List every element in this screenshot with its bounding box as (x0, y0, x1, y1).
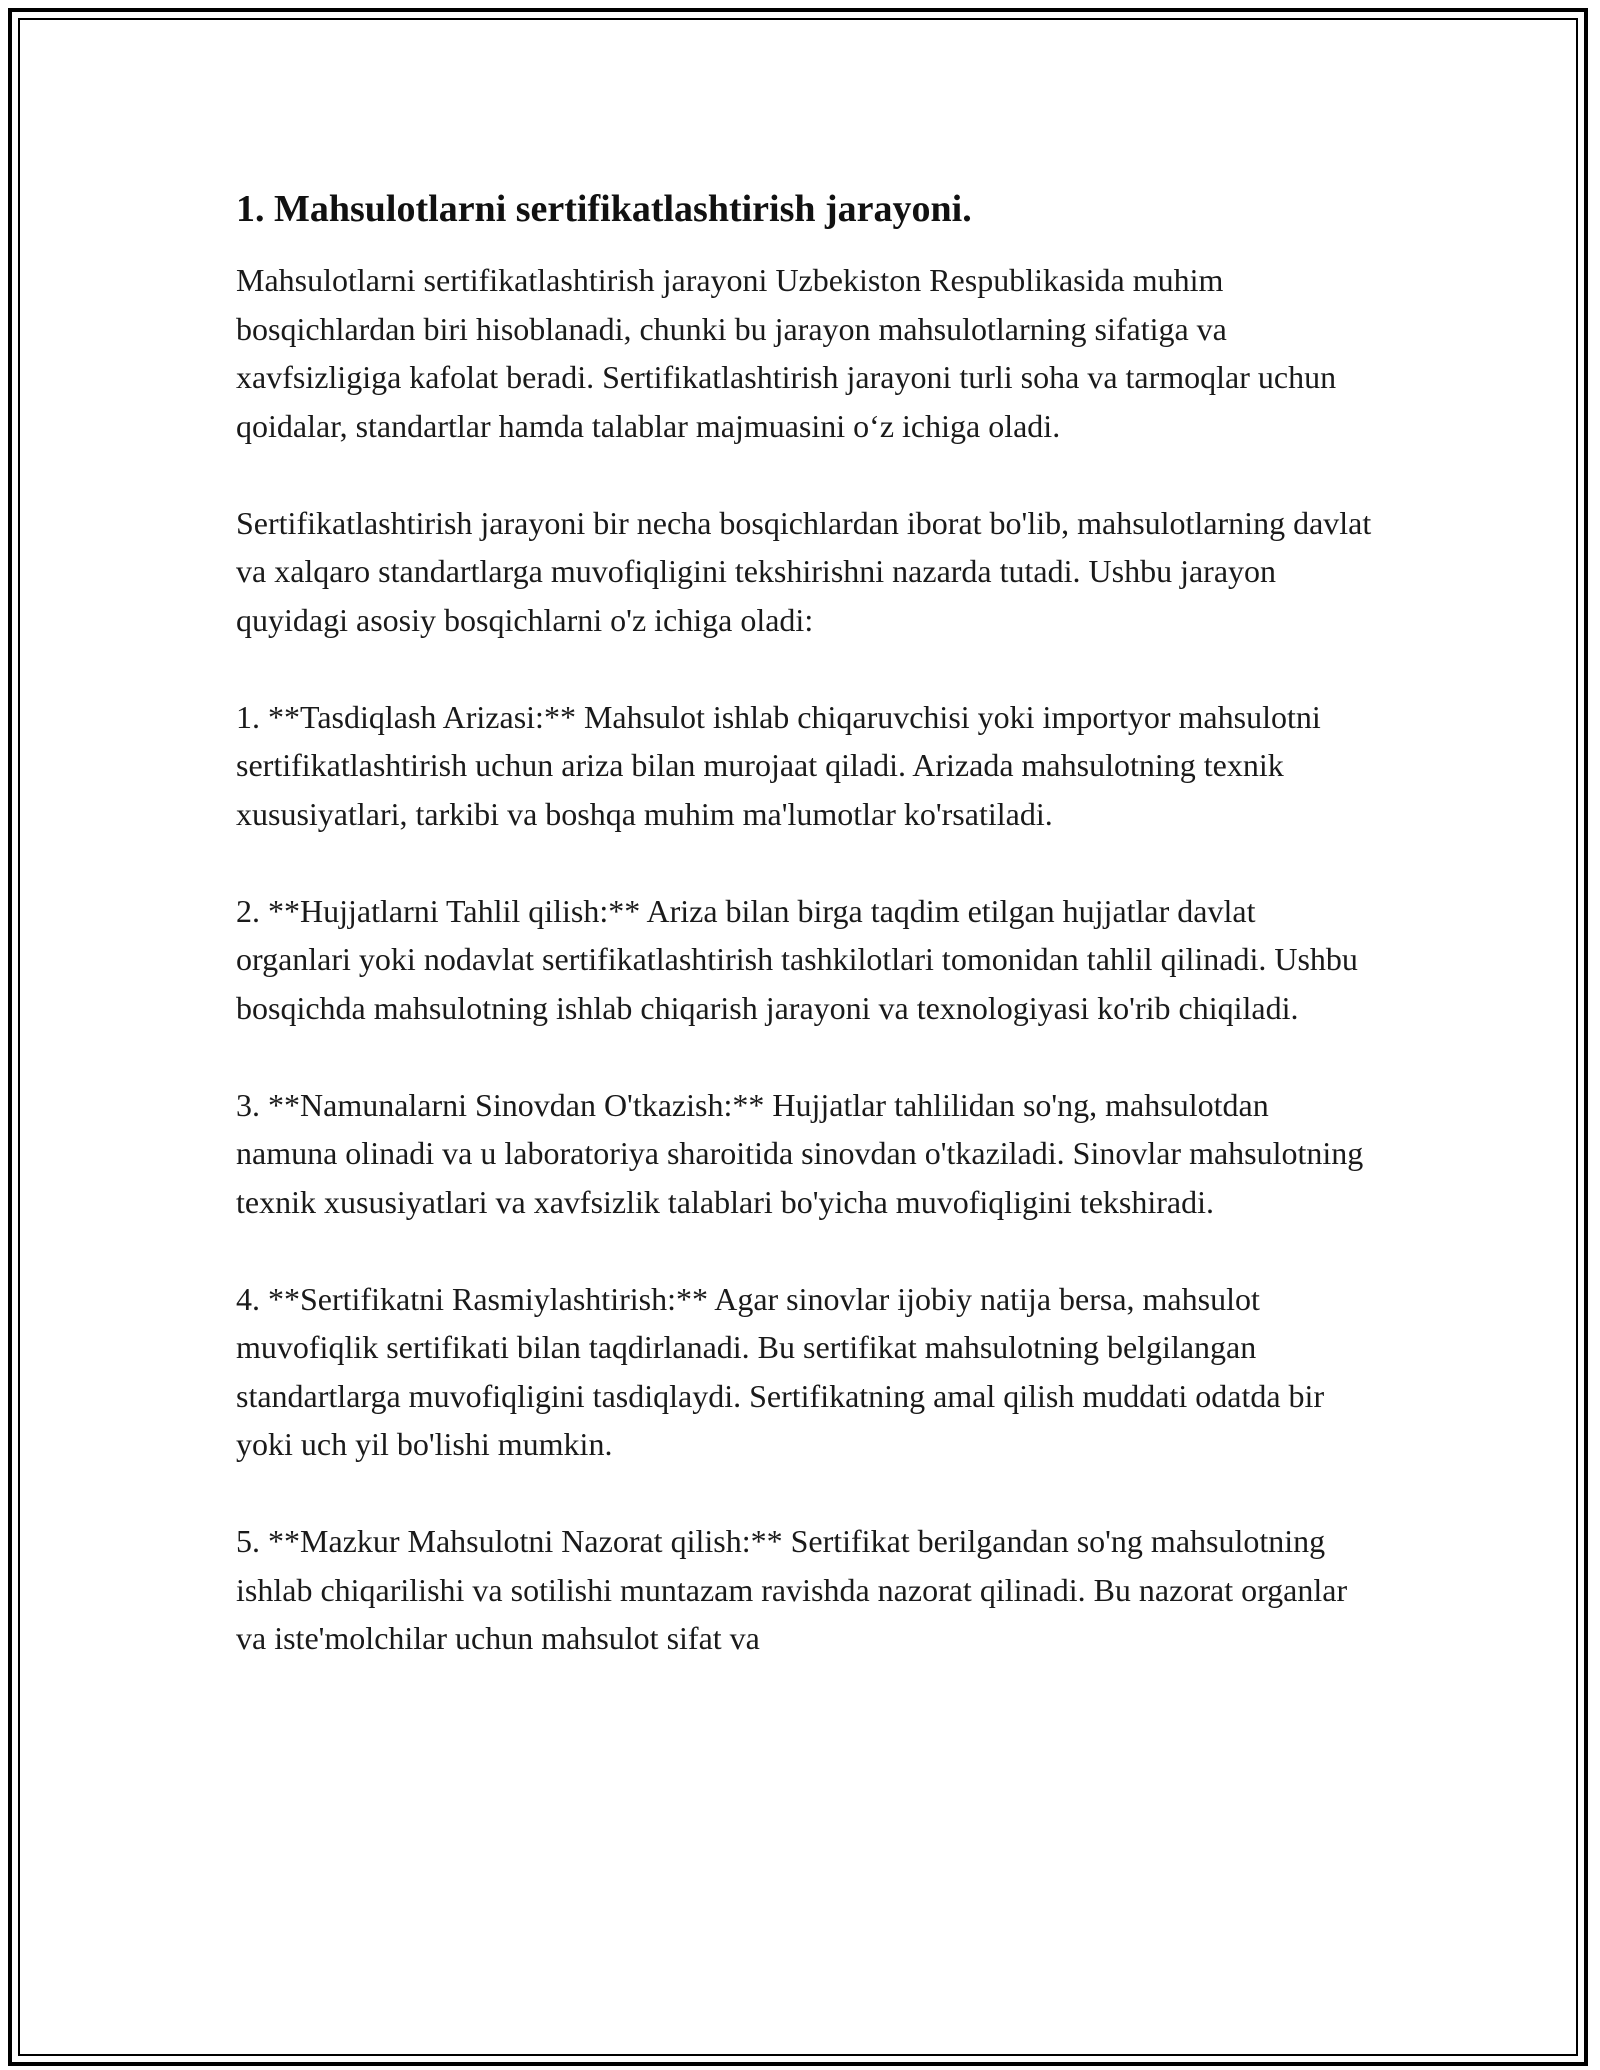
document-body (236, 186, 1376, 1663)
paragraph-step-3: 3. **Namunalarni Sinovdan O'tkazish:** Hujjatlar tahlilidan so'ng, mahsulotdan namuna olinadi va u laboratoriya sharoitida sinovdan o'tkaziladi. Sinovlar mahsulotning texnik xususiyatlari va xavfsizlik talablari bo'yicha muvofiqligini tekshiradi. (236, 1086, 1364, 1220)
paragraph-intro: Mahsulotlarni sertifikatlashtirish jarayoni Uzbekiston Respublikasida muhim bosqichlardan biri hisoblanadi, chunki bu jarayon mahsulotlarning sifatiga va xavfsizligiga kafolat beradi. Sertifikatlashtirish jarayoni turli soha va tarmoqlar uchun qoidalar, standartlar hamda talablar majmuasini o‘z ichiga oladi. (236, 262, 1337, 444)
paragraph-step-5: 5. **Mazkur Mahsulotni Nazorat qilish:** Sertifikat berilgandan so'ng mahsulotning ishlab chiqarilishi va sotilishi muntazam ravishda nazorat qilinadi. Bu nazorat organlar va iste'molchilar uchun mahsulot sifat va (236, 1523, 1348, 1656)
paragraph-overview: Sertifikatlashtirish jarayoni bir necha bosqichlardan iborat bo'lib, mahsulotlarning davlat va xalqaro standartlarga muvofiqligini tekshirishni nazarda tutadi. Ushbu jarayon quyidagi asosiy bosqichlarni o'z ichiga oladi: (236, 504, 1372, 638)
document-title: 1. Mahsulotlarni sertifikatlashtirish jarayoni. (236, 188, 972, 230)
paragraph-step-1: 1. **Tasdiqlash Arizasi:** Mahsulot ishlab chiqaruvchisi yoki importyor mahsulotni sertifikatlashtirish uchun ariza bilan murojaat qiladi. Arizada mahsulotning texnik xususiyatlari, tarkibi va boshqa muhim ma'lumotlar ko'rsatiladi. (236, 698, 1321, 832)
paragraph-step-4: 4. **Sertifikatni Rasmiylashtirish:** Agar sinovlar ijobiy natija bersa, mahsulot muvofiqlik sertifikati bilan taqdirlanadi. Bu sertifikat mahsulotning belgilangan standartlarga muvofiqligini tasdiqlaydi. Sertifikatning amal qilish muddati odatda bir yoki uch yil bo'lishi mumkin. (236, 1280, 1325, 1462)
paragraph-step-2: 2. **Hujjatlarni Tahlil qilish:** Ariza bilan birga taqdim etilgan hujjatlar davlat organlari yoki nodavlat sertifikatlashtirish tashkilotlari tomonidan tahlil qilinadi. Ushbu bosqichda mahsulotning ishlab chiqarish jarayoni va texnologiyasi ko'rib chiqiladi. (236, 892, 1358, 1026)
